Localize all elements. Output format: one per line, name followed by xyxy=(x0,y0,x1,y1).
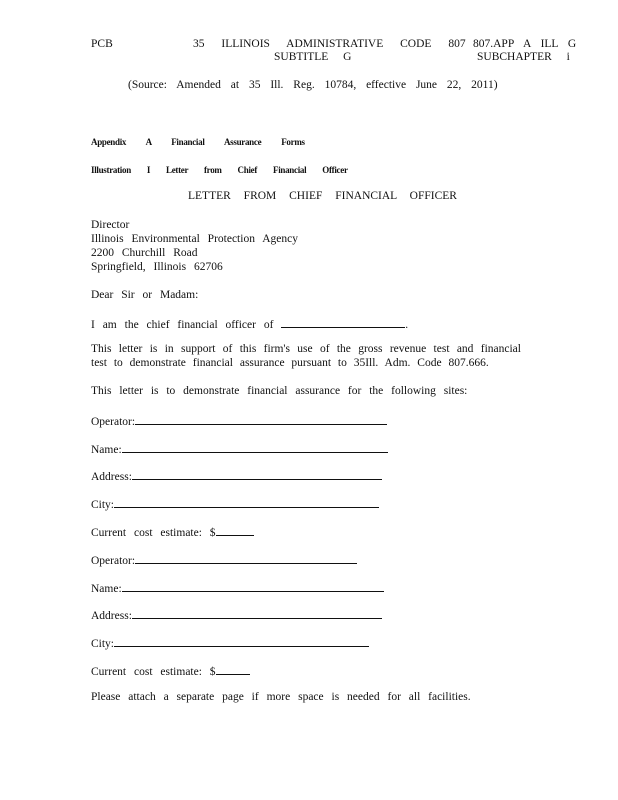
site2-city-row xyxy=(91,635,369,650)
header-agency: PCB xyxy=(91,38,113,50)
site2-address-blank[interactable] xyxy=(132,607,382,619)
cfo-line xyxy=(91,316,408,331)
cfo-line-text: I am the chief financial officer of xyxy=(91,319,274,331)
sites-paragraph: This letter is to demonstrate financial assurance for the following sites: xyxy=(91,385,468,397)
site2-name-blank[interactable] xyxy=(122,580,384,592)
address-line-1: Director xyxy=(91,219,130,231)
site2-operator-blank[interactable] xyxy=(135,552,357,564)
site1-address-label: Address: xyxy=(91,471,132,483)
firm-name-blank[interactable] xyxy=(281,316,405,328)
site2-operator-label: Operator: xyxy=(91,555,136,567)
cfo-line-period: . xyxy=(405,319,409,331)
site2-address-label: Address: xyxy=(91,610,132,622)
site1-city-blank[interactable] xyxy=(114,496,379,508)
site2-name-label: Name: xyxy=(91,583,122,595)
site2-name-row xyxy=(91,580,384,595)
site1-name-label: Name: xyxy=(91,444,122,456)
header-code-title: 35 ILLINOIS ADMINISTRATIVE CODE 807 xyxy=(193,38,466,50)
header-section: 807.APP A ILL G xyxy=(473,38,577,50)
address-line-2: Illinois Environmental Protection Agency xyxy=(91,233,298,245)
site1-city-label: City: xyxy=(91,499,115,511)
address-line-3: 2200 Churchill Road xyxy=(91,247,198,259)
site2-operator-row xyxy=(91,552,357,567)
site1-operator-row xyxy=(91,413,387,428)
support-paragraph: This letter is in support of this firm's use of the gross revenue test and financial test to demonstrate financial assurance pursuant to 35Ill. Adm. Code 807.666. xyxy=(91,343,521,369)
source-note: (Source: Amended at 35 Ill. Reg. 10784, effective June 22, 2011) xyxy=(128,79,498,91)
site2-city-label: City: xyxy=(91,638,115,650)
site1-address-row xyxy=(91,468,382,483)
salutation: Dear Sir or Madam: xyxy=(91,289,199,301)
letter-title: LETTER FROM CHIEF FINANCIAL OFFICER xyxy=(188,190,457,202)
appendix-heading: Appendix A Financial Assurance Forms xyxy=(91,137,305,147)
site1-operator-label: Operator: xyxy=(91,416,136,428)
site1-city-row xyxy=(91,496,379,511)
site2-cost-label: Current cost estimate: $ xyxy=(91,666,216,678)
site2-cost-blank[interactable] xyxy=(216,663,250,675)
site2-cost-row xyxy=(91,663,250,678)
site1-operator-blank[interactable] xyxy=(135,413,387,425)
site2-city-blank[interactable] xyxy=(114,635,369,647)
header-subtitle: SUBTITLE G xyxy=(274,51,352,63)
site2-address-row xyxy=(91,607,382,622)
site1-name-blank[interactable] xyxy=(122,441,388,453)
address-line-4: Springfield, Illinois 62706 xyxy=(91,261,223,273)
site1-cost-row xyxy=(91,524,254,539)
site1-cost-label: Current cost estimate: $ xyxy=(91,527,216,539)
site1-cost-blank[interactable] xyxy=(216,524,254,536)
illustration-heading: Illustration I Letter from Chief Financial Officer xyxy=(91,165,348,175)
site1-name-row xyxy=(91,441,388,456)
header-subchapter: SUBCHAPTER i xyxy=(477,51,570,63)
closing-note: Please attach a separate page if more space is needed for all facilities. xyxy=(91,691,471,703)
site1-address-blank[interactable] xyxy=(132,468,382,480)
